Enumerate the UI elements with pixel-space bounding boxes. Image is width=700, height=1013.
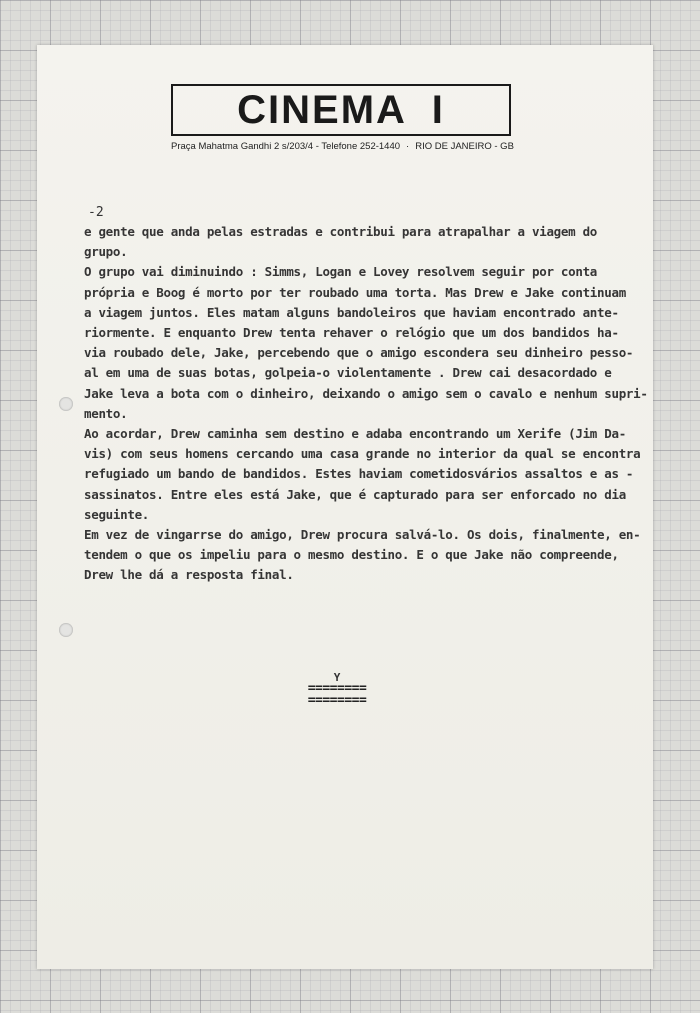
text-line: riormente. E enquanto Drew tenta rehaver o relógio que um dos bandidos ha- <box>84 325 619 341</box>
text-line: vis) com seus homens cercando uma casa grande no interior da qual se encontra <box>84 446 641 462</box>
text-line: Jake leva a bota com o dinheiro, deixando o amigo sem o cavalo e nenhum supri- <box>84 385 648 401</box>
text-line: mento. <box>84 405 128 421</box>
end-mark-line-2: ======== <box>307 693 367 708</box>
text-line: refugiado um bando de bandidos. Estes haviam cometidosvários assaltos e as - <box>84 466 634 482</box>
text-line: Ao acordar, Drew caminha sem destino e adaba encontrando um Xerife (Jim Da- <box>84 426 626 442</box>
punch-hole <box>59 623 73 637</box>
end-mark-top: Y <box>333 671 341 684</box>
punch-hole <box>59 397 73 411</box>
document-page <box>37 45 653 969</box>
text-line: O grupo vai diminuindo : Simms, Logan e Lovey resolvem seguir por conta <box>84 264 598 280</box>
typed-body <box>84 222 656 586</box>
text-line: seguinte. <box>84 506 150 522</box>
text-line: e gente que anda pelas estradas e contribui para atrapalhar a viagem do <box>84 224 598 239</box>
text-line: sassinatos. Entre eles está Jake, que é capturado para ser enforcado no dia <box>84 486 626 502</box>
letterhead-box <box>171 84 511 136</box>
address-street: Praça Mahatma Gandhi 2 s/203/4 - Telefone 252-1440 <box>171 141 401 152</box>
address-city: RIO DE JANEIRO - GB <box>415 141 514 152</box>
text-line: Drew lhe dá a resposta final. <box>84 567 294 583</box>
letterhead-address <box>171 141 514 152</box>
page-number: -2 <box>88 205 104 220</box>
text-line: via roubado dele, Jake, percebendo que o amigo escondera seu dinheiro pesso- <box>84 345 634 361</box>
letterhead-title: CINEMA I <box>237 88 445 132</box>
address-separator: · <box>406 141 410 152</box>
text-line: própria e Boog é morto por ter roubado uma torta. Mas Drew e Jake continuam <box>84 284 626 300</box>
end-mark-line: ======== <box>307 681 367 696</box>
text-line: grupo. <box>84 244 128 260</box>
text-line: al em uma de suas botas, golpeia-o violentamente . Drew cai desacordado e <box>84 365 612 381</box>
text-line: Em vez de vingarrse do amigo, Drew procura salvá-lo. Os dois, finalmente, en- <box>84 527 641 543</box>
text-line: tendem o que os impeliu para o mesmo destino. E o que Jake não compreende, <box>84 547 619 563</box>
end-mark <box>281 673 393 707</box>
text-line: a viagem juntos. Eles matam alguns bandoleiros que haviam encontrado ante- <box>84 304 619 320</box>
